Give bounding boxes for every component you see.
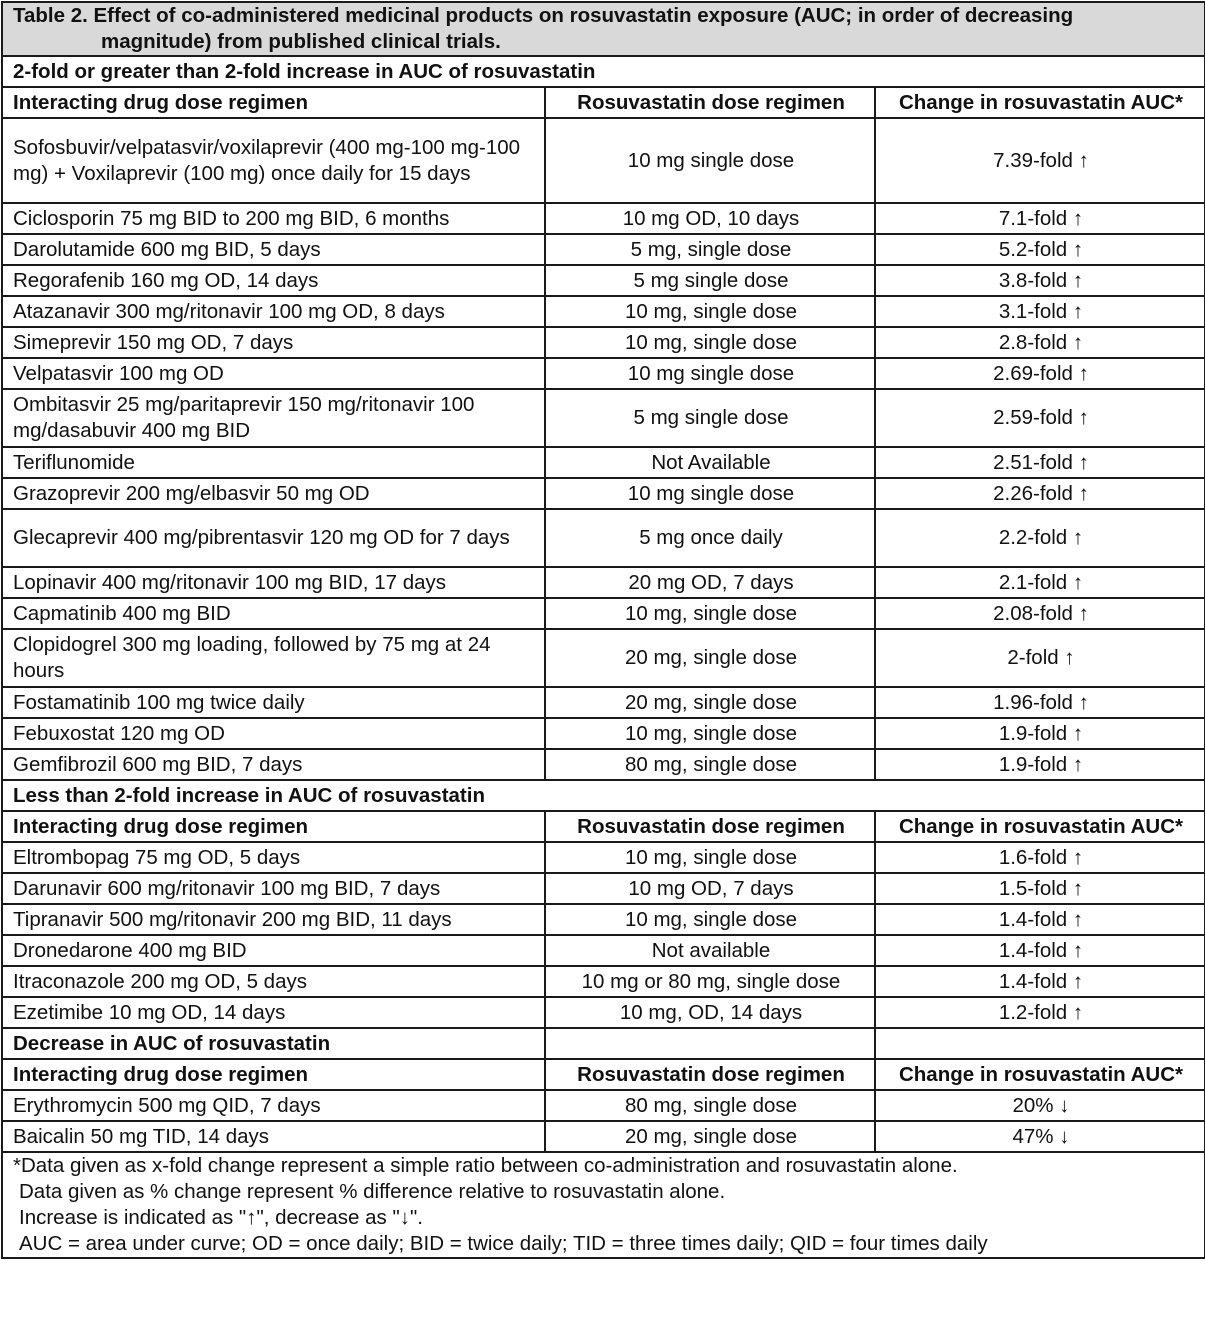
header-interacting-drug: Interacting drug dose regimen: [2, 87, 545, 118]
footnote-row: [2, 1152, 1205, 1258]
auc-change-cell: 7.1-fold ↑: [875, 203, 1205, 234]
rosuvastatin-dose-cell: 10 mg single dose: [545, 478, 875, 509]
drug-regimen-cell: Atazanavir 300 mg/ritonavir 100 mg OD, 8 days: [2, 296, 545, 327]
rosuvastatin-dose-cell: 10 mg or 80 mg, single dose: [545, 966, 875, 997]
section-title: Decrease in AUC of rosuvastatin: [2, 1028, 545, 1059]
drug-regimen-cell: Baicalin 50 mg TID, 14 days: [2, 1121, 545, 1152]
auc-change-cell: 2.69-fold ↑: [875, 358, 1205, 389]
table-row: [2, 966, 1205, 997]
rosuvastatin-dose-cell: 10 mg, OD, 14 days: [545, 997, 875, 1028]
caption-line-1: Table 2. Effect of co-administered medicinal products on rosuvastatin exposure (AUC; in order of decreasing: [13, 4, 1074, 27]
drug-regimen-cell: Dronedarone 400 mg BID: [2, 935, 545, 966]
table-row: [2, 1121, 1205, 1152]
rosuvastatin-dose-cell: 10 mg, single dose: [545, 842, 875, 873]
auc-change-cell: 1.2-fold ↑: [875, 997, 1205, 1028]
table-row: [2, 749, 1205, 780]
table-row: [2, 873, 1205, 904]
rosuvastatin-dose-cell: 10 mg, single dose: [545, 904, 875, 935]
auc-change-cell: 1.4-fold ↑: [875, 904, 1205, 935]
auc-change-cell: 2.08-fold ↑: [875, 598, 1205, 629]
column-header-row: [2, 1059, 1205, 1090]
rosuvastatin-dose-cell: 5 mg single dose: [545, 265, 875, 296]
rosuvastatin-dose-cell: 10 mg OD, 10 days: [545, 203, 875, 234]
auc-change-cell: 2.8-fold ↑: [875, 327, 1205, 358]
section-row: [2, 1028, 1205, 1059]
interaction-table: [1, 1, 1205, 1259]
caption-line-2: magnitude) from published clinical trials.: [101, 30, 501, 53]
table-row: [2, 234, 1205, 265]
header-rosuvastatin-dose: Rosuvastatin dose regimen: [545, 811, 875, 842]
table-row: [2, 904, 1205, 935]
header-auc-change: Change in rosuvastatin AUC*: [875, 87, 1205, 118]
rosuvastatin-dose-cell: 10 mg, single dose: [545, 327, 875, 358]
auc-change-cell: 1.6-fold ↑: [875, 842, 1205, 873]
auc-change-cell: 2.2-fold ↑: [875, 509, 1205, 567]
table-row: [2, 598, 1205, 629]
header-interacting-drug: Interacting drug dose regimen: [2, 1059, 545, 1090]
header-rosuvastatin-dose: Rosuvastatin dose regimen: [545, 87, 875, 118]
drug-regimen-cell: Gemfibrozil 600 mg BID, 7 days: [2, 749, 545, 780]
drug-regimen-cell: Ezetimibe 10 mg OD, 14 days: [2, 997, 545, 1028]
auc-change-cell: 2.59-fold ↑: [875, 389, 1205, 447]
table-row: [2, 842, 1205, 873]
drug-regimen-cell: Regorafenib 160 mg OD, 14 days: [2, 265, 545, 296]
table-row: [2, 629, 1205, 687]
footnote: [2, 1152, 1205, 1258]
drug-regimen-cell: Darolutamide 600 mg BID, 5 days: [2, 234, 545, 265]
rosuvastatin-dose-cell: 10 mg, single dose: [545, 296, 875, 327]
rosuvastatin-dose-cell: 20 mg, single dose: [545, 629, 875, 687]
table-row: [2, 447, 1205, 478]
table-row: [2, 718, 1205, 749]
rosuvastatin-dose-cell: 20 mg OD, 7 days: [545, 567, 875, 598]
auc-change-cell: 2-fold ↑: [875, 629, 1205, 687]
auc-change-cell: 1.5-fold ↑: [875, 873, 1205, 904]
table-row: [2, 567, 1205, 598]
empty-cell: [545, 1028, 875, 1059]
auc-change-cell: 1.9-fold ↑: [875, 749, 1205, 780]
drug-regimen-cell: Capmatinib 400 mg BID: [2, 598, 545, 629]
rosuvastatin-dose-cell: 10 mg single dose: [545, 358, 875, 389]
drug-regimen-cell: Ombitasvir 25 mg/paritaprevir 150 mg/ritonavir 100 mg/dasabuvir 400 mg BID: [2, 389, 545, 447]
drug-regimen-cell: Teriflunomide: [2, 447, 545, 478]
section-title: 2-fold or greater than 2-fold increase in AUC of rosuvastatin: [2, 56, 1205, 87]
rosuvastatin-dose-cell: 10 mg, single dose: [545, 718, 875, 749]
column-header-row: [2, 87, 1205, 118]
header-auc-change: Change in rosuvastatin AUC*: [875, 1059, 1205, 1090]
rosuvastatin-dose-cell: 10 mg single dose: [545, 118, 875, 203]
drug-regimen-cell: Darunavir 600 mg/ritonavir 100 mg BID, 7 days: [2, 873, 545, 904]
rosuvastatin-dose-cell: 5 mg once daily: [545, 509, 875, 567]
drug-regimen-cell: Simeprevir 150 mg OD, 7 days: [2, 327, 545, 358]
auc-change-cell: 2.1-fold ↑: [875, 567, 1205, 598]
drug-regimen-cell: Ciclosporin 75 mg BID to 200 mg BID, 6 months: [2, 203, 545, 234]
drug-regimen-cell: Velpatasvir 100 mg OD: [2, 358, 545, 389]
header-rosuvastatin-dose: Rosuvastatin dose regimen: [545, 1059, 875, 1090]
header-auc-change: Change in rosuvastatin AUC*: [875, 811, 1205, 842]
table-row: [2, 389, 1205, 447]
footnote-line: Increase is indicated as "↑", decrease as "↓".: [19, 1206, 423, 1229]
document-page: [0, 1, 1205, 1259]
footnote-line: Data given as % change represent % difference relative to rosuvastatin alone.: [19, 1180, 726, 1203]
rosuvastatin-dose-cell: 20 mg, single dose: [545, 1121, 875, 1152]
auc-change-cell: 3.1-fold ↑: [875, 296, 1205, 327]
auc-change-cell: 5.2-fold ↑: [875, 234, 1205, 265]
drug-regimen-cell: Tipranavir 500 mg/ritonavir 200 mg BID, 11 days: [2, 904, 545, 935]
rosuvastatin-dose-cell: 5 mg single dose: [545, 389, 875, 447]
rosuvastatin-dose-cell: 80 mg, single dose: [545, 1090, 875, 1121]
auc-change-cell: 7.39-fold ↑: [875, 118, 1205, 203]
auc-change-cell: 2.51-fold ↑: [875, 447, 1205, 478]
empty-cell: [875, 1028, 1205, 1059]
table-caption: [2, 2, 1205, 56]
table-row: [2, 997, 1205, 1028]
table-row: [2, 358, 1205, 389]
drug-regimen-cell: Erythromycin 500 mg QID, 7 days: [2, 1090, 545, 1121]
rosuvastatin-dose-cell: 10 mg, single dose: [545, 598, 875, 629]
auc-change-cell: 20% ↓: [875, 1090, 1205, 1121]
rosuvastatin-dose-cell: 5 mg, single dose: [545, 234, 875, 265]
drug-regimen-cell: Glecaprevir 400 mg/pibrentasvir 120 mg OD for 7 days: [2, 509, 545, 567]
table-row: [2, 265, 1205, 296]
rosuvastatin-dose-cell: Not Available: [545, 447, 875, 478]
rosuvastatin-dose-cell: 80 mg, single dose: [545, 749, 875, 780]
table-row: [2, 118, 1205, 203]
footnote-line: *Data given as x-fold change represent a simple ratio between co-administration and rosuvastatin alone.: [13, 1154, 958, 1177]
drug-regimen-cell: Febuxostat 120 mg OD: [2, 718, 545, 749]
drug-regimen-cell: Grazoprevir 200 mg/elbasvir 50 mg OD: [2, 478, 545, 509]
auc-change-cell: 1.96-fold ↑: [875, 687, 1205, 718]
auc-change-cell: 47% ↓: [875, 1121, 1205, 1152]
table-row: [2, 687, 1205, 718]
drug-regimen-cell: Eltrombopag 75 mg OD, 5 days: [2, 842, 545, 873]
drug-regimen-cell: Fostamatinib 100 mg twice daily: [2, 687, 545, 718]
column-header-row: [2, 811, 1205, 842]
drug-regimen-cell: Clopidogrel 300 mg loading, followed by 75 mg at 24 hours: [2, 629, 545, 687]
rosuvastatin-dose-cell: 20 mg, single dose: [545, 687, 875, 718]
rosuvastatin-dose-cell: 10 mg OD, 7 days: [545, 873, 875, 904]
table-row: [2, 935, 1205, 966]
table-row: [2, 478, 1205, 509]
section-title: Less than 2-fold increase in AUC of rosuvastatin: [2, 780, 1205, 811]
auc-change-cell: 1.4-fold ↑: [875, 935, 1205, 966]
footnote-line: AUC = area under curve; OD = once daily; BID = twice daily; TID = three times daily; QID = four times daily: [19, 1232, 988, 1255]
table-row: [2, 509, 1205, 567]
auc-change-cell: 1.9-fold ↑: [875, 718, 1205, 749]
auc-change-cell: 3.8-fold ↑: [875, 265, 1205, 296]
auc-change-cell: 1.4-fold ↑: [875, 966, 1205, 997]
drug-regimen-cell: Lopinavir 400 mg/ritonavir 100 mg BID, 17 days: [2, 567, 545, 598]
auc-change-cell: 2.26-fold ↑: [875, 478, 1205, 509]
section-row: [2, 780, 1205, 811]
rosuvastatin-dose-cell: Not available: [545, 935, 875, 966]
table-row: [2, 327, 1205, 358]
table-row: [2, 296, 1205, 327]
drug-regimen-cell: Sofosbuvir/velpatasvir/voxilaprevir (400 mg-100 mg-100 mg) + Voxilaprevir (100 mg) once daily for 15 days: [2, 118, 545, 203]
header-interacting-drug: Interacting drug dose regimen: [2, 811, 545, 842]
table-row: [2, 1090, 1205, 1121]
drug-regimen-cell: Itraconazole 200 mg OD, 5 days: [2, 966, 545, 997]
table-row: [2, 203, 1205, 234]
section-row: [2, 56, 1205, 87]
